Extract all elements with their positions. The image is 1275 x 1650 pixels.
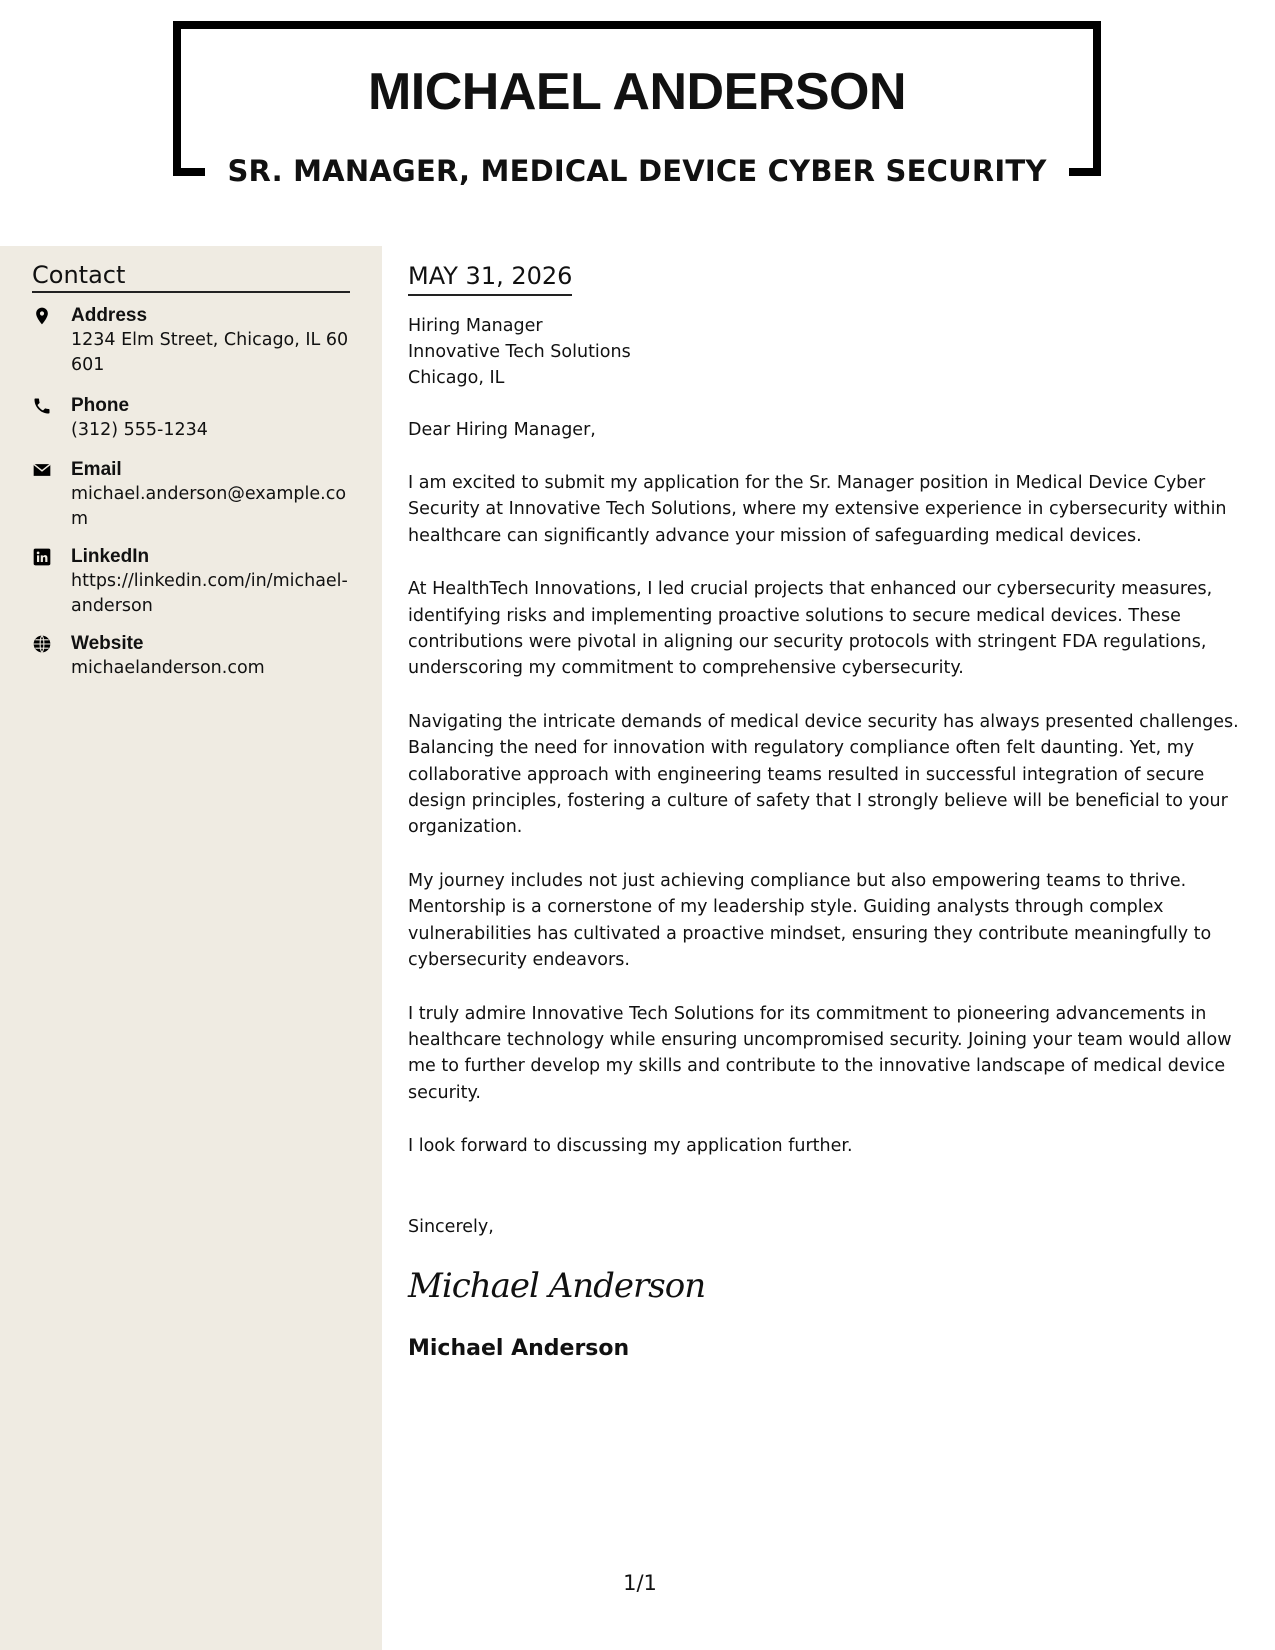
contact-phone [32,394,352,443]
contact-sidebar [0,246,382,1650]
contact-label: Address [71,305,148,326]
contact-website [32,632,352,681]
signer-name: Michael Anderson [408,1335,630,1361]
contact-email [32,458,352,532]
contact-value[interactable]: michael.anderson@example.com [71,484,347,529]
envelope-icon [32,460,54,482]
recipient-line: Chicago, IL [408,368,505,388]
contact-label: Email [71,459,122,480]
handwritten-signature: Michael Anderson [408,1265,706,1306]
contact-label: LinkedIn [71,546,150,567]
paragraph: At HealthTech Innovations, I led crucial projects that enhanced our cybersecurity measures, identifying risks and implementing proactive solutions to secure medical devices. These contributions were pivotal in aligning our security protocols with stringent FDA regulations, underscoring my commitment to comprehensive cybersecurity. [408,579,1213,679]
paragraph: Navigating the intricate demands of medical device security has always presented challenges. Balancing the need for innovation with regulatory compliance often felt daunting. Yet, my collaborative approach with engineering teams resulted in successful integration of secure design principles, fostering a culture of safety that I strongly believe will be beneficial to your organization. [408,711,1239,838]
contact-label: Website [71,633,144,654]
contact-value[interactable]: michaelanderson.com [71,658,265,678]
job-title-text: SR. MANAGER, MEDICAL DEVICE CYBER SECURITY [205,154,1068,188]
paragraph: I am excited to submit my application for the Sr. Manager position in Medical Device Cyber Security at Innovative Tech Solutions, where my extensive experience in cybersecurity within healthcare can significantly advance your mission of safeguarding medical devices. [408,473,1227,546]
recipient-line: Hiring Manager [408,316,543,336]
letter-body [408,262,1250,1361]
contact-value[interactable]: https://linkedin.com/in/michael-anderson [71,571,348,616]
globe-icon [32,634,54,656]
job-title [173,154,1101,188]
salutation: Dear Hiring Manager, [408,420,596,440]
linkedin-icon [32,547,54,569]
contact-value: (312) 555-1234 [71,420,208,440]
recipient-block [408,313,1250,391]
letter-date: MAY 31, 2026 [408,262,572,296]
paragraph: I look forward to discussing my application further. [408,1136,853,1157]
paragraph: I truly admire Innovative Tech Solutions for its commitment to pioneering advancements in healthcare technology while ensuring uncompromised security. Joining your team would allow me to further develop my skills and contribute to the innovative landscape of medical device security. [408,1003,1232,1103]
location-pin-icon [32,306,54,328]
contact-address [32,304,352,378]
recipient-line: Innovative Tech Solutions [408,342,631,362]
paragraph: My journey includes not just achieving compliance but also empowering teams to thrive. Mentorship is a cornerstone of my leadership style. Guiding analysts through complex vulnerabilities has cultivated a proactive mindset, ensuring they contribute meaningfully to cybersecurity endeavors. [408,870,1212,971]
contact-linkedin [32,545,352,619]
applicant-name: MICHAEL ANDERSON [367,63,907,121]
phone-icon [32,396,54,418]
page-number: 1/1 [623,1571,657,1595]
closing: Sincerely, [408,1216,494,1237]
contact-heading: Contact [32,261,350,293]
contact-value: 1234 Elm Street, Chicago, IL 60601 [71,330,349,375]
contact-label: Phone [71,395,130,416]
